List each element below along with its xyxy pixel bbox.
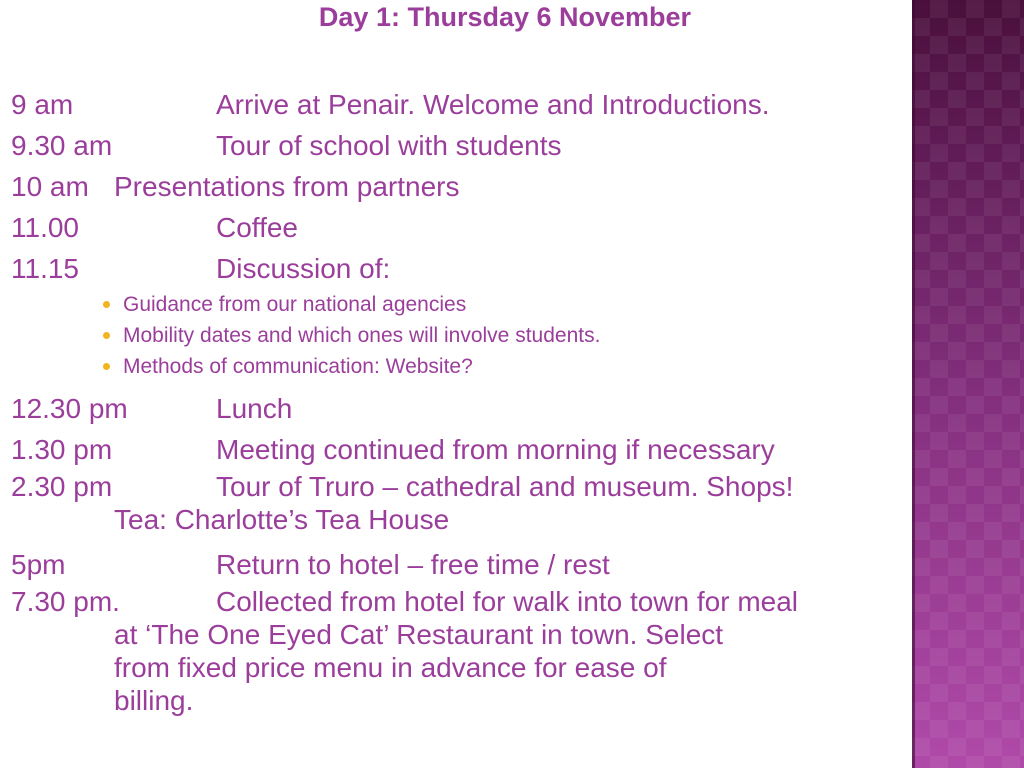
agenda-row — [11, 470, 901, 536]
agenda-activity: Coffee — [216, 212, 298, 243]
agenda-row — [11, 84, 901, 125]
agenda-row — [11, 388, 901, 429]
list-item — [11, 289, 901, 320]
agenda-row — [11, 125, 901, 166]
band-edge — [912, 0, 915, 768]
agenda-time: 1.30 pm — [11, 434, 113, 465]
agenda-activity: Arrive at Penair. Welcome and Introductions. — [216, 89, 770, 120]
bullet-dot-icon — [103, 301, 110, 308]
bullet-text: Guidance from our national agencies — [123, 293, 467, 316]
agenda-activity: Tour of Truro – cathedral and museum. Shops! — [216, 471, 794, 502]
bullet-dot-icon — [103, 332, 110, 339]
agenda-continuation: Tea: Charlotte’s Tea House — [114, 504, 450, 535]
discussion-bullets — [11, 289, 901, 382]
decorative-side-band — [912, 0, 1024, 768]
agenda-continuation: from fixed price menu in advance for ease of — [114, 652, 667, 683]
agenda-time: 7.30 pm. — [11, 586, 120, 617]
agenda-time: 10 am — [11, 171, 89, 202]
agenda-activity: Meeting continued from morning if necessary — [216, 434, 775, 465]
agenda-activity: Presentations from partners — [114, 171, 460, 202]
agenda-continuation: billing. — [114, 685, 194, 716]
list-item — [11, 351, 901, 382]
agenda-activity: Discussion of: — [216, 253, 391, 284]
agenda-time: 9 am — [11, 89, 74, 120]
bullet-text: Mobility dates and which ones will involve students. — [123, 324, 601, 347]
agenda-activity: Return to hotel – free time / rest — [216, 549, 610, 580]
bullet-text: Methods of communication: Website? — [123, 355, 473, 378]
agenda-activity: Collected from hotel for walk into town for meal — [216, 586, 799, 617]
agenda-continuation: at ‘The One Eyed Cat’ Restaurant in town. Select — [114, 619, 724, 650]
agenda-row — [11, 585, 901, 717]
agenda-activity: Tour of school with students — [216, 130, 562, 161]
agenda-time: 12.30 pm — [11, 393, 128, 424]
agenda-time: 11.15 — [11, 253, 79, 284]
agenda-row — [11, 544, 901, 585]
agenda-row — [11, 429, 901, 470]
agenda-row — [11, 248, 901, 289]
bullet-dot-icon — [103, 363, 110, 370]
agenda-time: 11.00 — [11, 212, 79, 243]
agenda-time: 2.30 pm — [11, 471, 113, 502]
agenda-activity: Lunch — [216, 393, 293, 424]
agenda-time: 9.30 am — [11, 130, 113, 161]
slide-title: Day 1: Thursday 6 November — [318, 2, 692, 32]
diamond-pattern — [912, 0, 1024, 768]
list-item — [11, 320, 901, 351]
agenda — [11, 84, 901, 717]
agenda-row — [11, 166, 901, 207]
agenda-time: 5pm — [11, 549, 66, 580]
agenda-row — [11, 207, 901, 248]
